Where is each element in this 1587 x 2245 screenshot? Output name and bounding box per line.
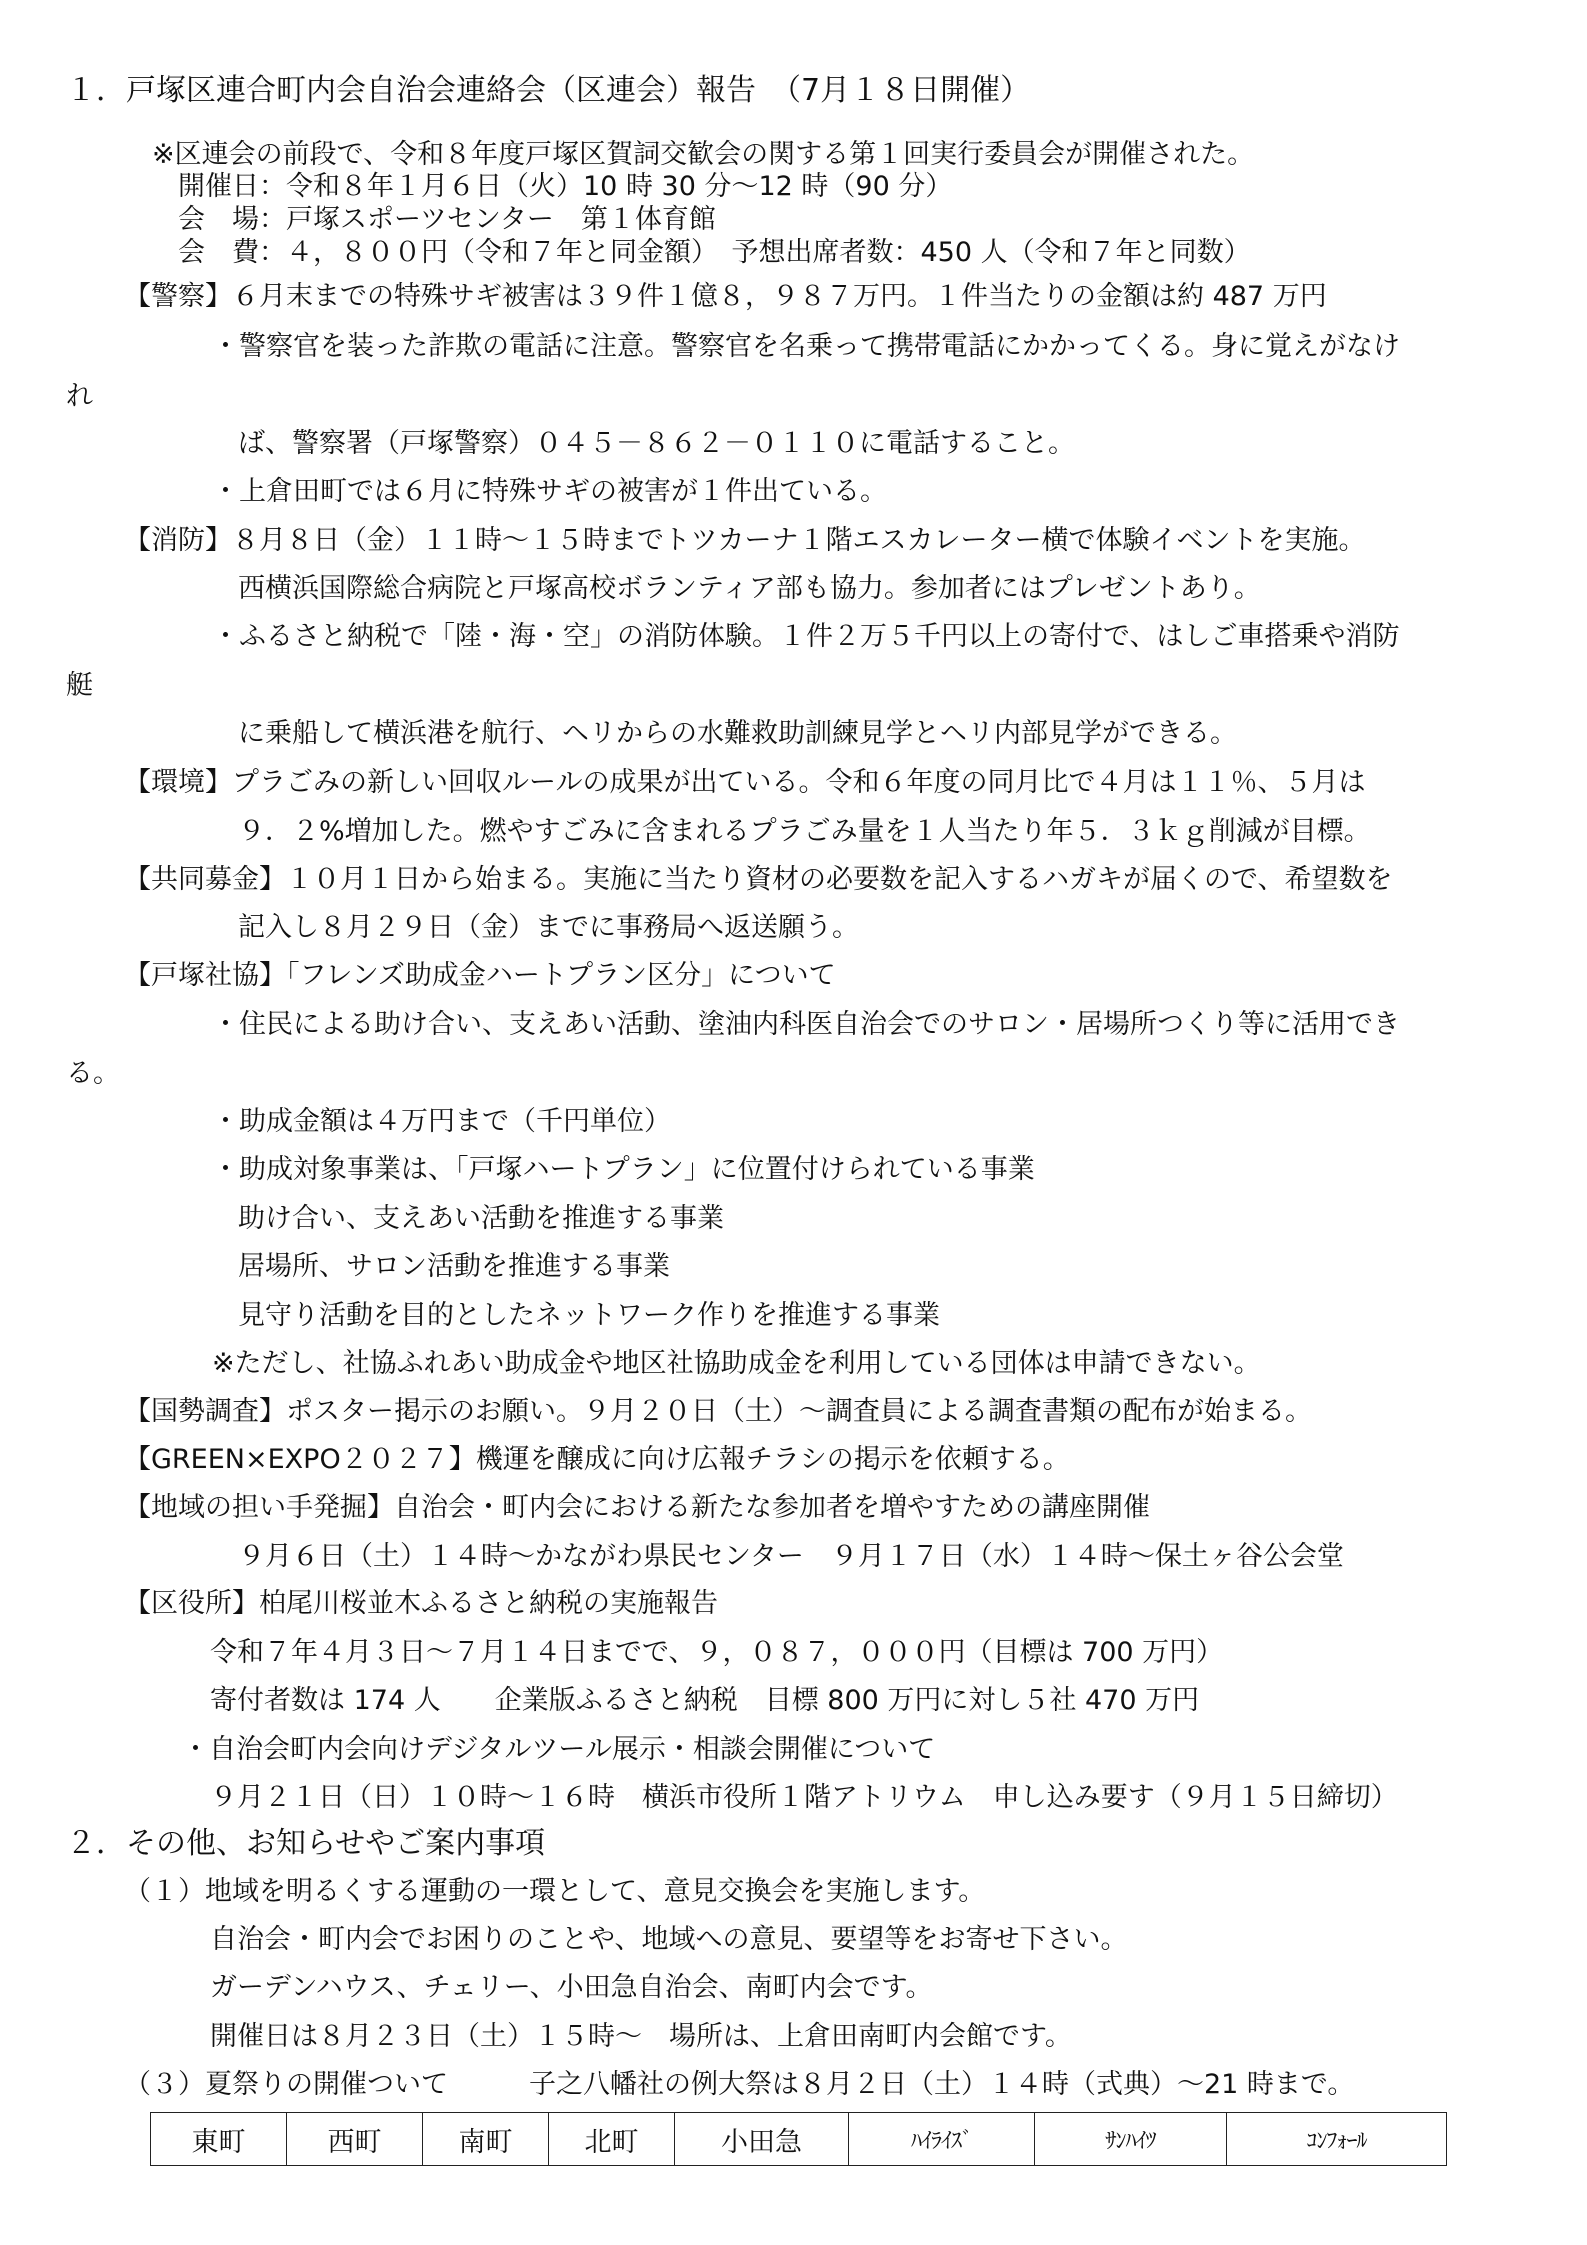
fire-line-cont: 西横浜国際総合病院と戸塚高校ボランティア部も協力。参加者にはプレゼントあり。 bbox=[238, 573, 1261, 604]
meeting-detail-1: 自治会・町内会でお困りのことや、地域への意見、要望等をお寄せ下さい。 bbox=[210, 1924, 1128, 1955]
fire-bullet: ・ふるさと納税で「陸・海・空」の消防体験。１件２万５千円以上の寄付で、はしご車搭乗や消防 bbox=[212, 621, 1400, 652]
fire-bullet-cont: に乗船して横浜港を航行、ヘリからの水難救助訓練見学とヘリ内部見学ができる。 bbox=[238, 718, 1237, 749]
section2-heading: ２．その他、お知らせやご案内事項 bbox=[66, 1826, 546, 1861]
fund-line: 【共同募金】１０月１日から始まる。実施に当たり資材の必要数を記入するハガキが届くので、希望数を bbox=[124, 864, 1393, 895]
leaders-line: 【地域の担い手発掘】自治会・町内会における新たな参加者を増やすための講座開催 bbox=[124, 1492, 1150, 1523]
area-cell: 東町 bbox=[151, 2113, 287, 2166]
expo-line: 【GREEN×EXPO２０２７】機運を醸成に向け広報チラシの掲示を依頼する。 bbox=[124, 1444, 1070, 1475]
section1-heading: １．戸塚区連合町内会自治会連絡会（区連会）報告 （7月１８日開催） bbox=[66, 73, 1031, 108]
welfare-note: ※ただし、社協ふれあい助成金や地区社協助成金を利用している団体は申請できない。 bbox=[212, 1348, 1261, 1379]
welfare-wrap: る。 bbox=[66, 1058, 120, 1089]
env-line-cont: ９．２%増加した。燃やすごみに含まれるプラごみ量を１人当たり年５．３ｋｇ削減が目標。 bbox=[238, 816, 1371, 847]
area-cell: 北町 bbox=[549, 2113, 675, 2166]
area-cell: ﾊｲﾗｲｽﾞ bbox=[849, 2113, 1035, 2166]
digital-detail: ９月２１日（日）１０時～１６時 横浜市役所１階アトリウム 申し込み要す（９月１５日締切） bbox=[210, 1782, 1398, 1813]
welfare-item-1: 助け合い、支えあい活動を推進する事業 bbox=[238, 1203, 724, 1234]
welfare-item-2: 居場所、サロン活動を推進する事業 bbox=[238, 1251, 670, 1282]
ward-office-detail-2: 寄付者数は 174 人 企業版ふるさと納税 目標 800 万円に対し５社 470 万円 bbox=[210, 1685, 1200, 1716]
area-table bbox=[150, 2112, 1447, 2166]
digital-bullet: ・自治会町内会向けデジタルツール展示・相談会開催について bbox=[182, 1734, 936, 1765]
fund-line-cont: 記入し８月２９日（金）までに事務局へ返送願う。 bbox=[238, 912, 859, 943]
fee-line: 会 費：４，８００円（令和７年と同金額） 予想出席者数：450 人（令和７年と同数） bbox=[178, 237, 1251, 268]
area-cell: ｻﾝﾊｲﾂ bbox=[1035, 2113, 1227, 2166]
leaders-line-cont: ９月６日（土）１４時～かながわ県民センター ９月１７日（水）１４時～保土ヶ谷公会堂 bbox=[238, 1541, 1344, 1572]
area-cell: 小田急 bbox=[675, 2113, 849, 2166]
ward-office-line: 【区役所】柏尾川桜並木ふるさと納税の実施報告 bbox=[124, 1588, 718, 1619]
venue-line: 会 場：戸塚スポーツセンター 第１体育館 bbox=[178, 204, 716, 235]
welfare-item-3: 見守り活動を目的としたネットワーク作りを推進する事業 bbox=[238, 1300, 940, 1331]
meeting-detail-3: 開催日は８月２３日（土）１５時～ 場所は、上倉田南町内会館です。 bbox=[210, 2021, 1072, 2052]
welfare-bullet-1: ・住民による助け合い、支えあい活動、塗油内科医自治会でのサロン・居場所つくり等に活用でき bbox=[212, 1009, 1400, 1040]
welfare-bullet-2: ・助成金額は４万円まで（千円単位） bbox=[212, 1106, 671, 1137]
area-cell: ｺﾝﾌｫｰﾙ bbox=[1227, 2113, 1447, 2166]
welfare-line: 【戸塚社協】「フレンズ助成金ハートプラン区分」について bbox=[124, 960, 836, 991]
police-bullet-1: ・警察官を装った詐欺の電話に注意。警察官を名乗って携帯電話にかかってくる。身に覚えがなけ bbox=[212, 331, 1400, 362]
meeting-line: （１）地域を明るくする運動の一環として、意見交換会を実施します。 bbox=[124, 1876, 986, 1907]
env-line: 【環境】プラごみの新しい回収ルールの成果が出ている。令和６年度の同月比で４月は１１％、５月は bbox=[124, 767, 1366, 798]
area-cell: 南町 bbox=[423, 2113, 549, 2166]
fire-line: 【消防】８月８日（金）１１時～１５時までトツカーナ１階エスカレーター横で体験イベントを実施。 bbox=[124, 525, 1366, 556]
fire-wrap: 艇 bbox=[66, 670, 93, 701]
police-line: 【警察】６月末までの特殊サギ被害は３９件１億８，９８７万円。１件当たりの金額は約 487 万円 bbox=[124, 281, 1327, 312]
festival-line: （３）夏祭りの開催ついて 子之八幡社の例大祭は８月２日（土）１４時（式典）～21 時まで。 bbox=[124, 2069, 1355, 2100]
date-line: 開催日：令和８年１月６日（火）10 時 30 分～12 時（90 分） bbox=[178, 171, 953, 202]
note-line: ※区連会の前段で、令和８年度戸塚区賀詞交歓会の関する第１回実行委員会が開催された。 bbox=[152, 139, 1255, 170]
ward-office-detail-1: 令和７年４月３日～７月１４日までで、９，０８７，０００円（目標は 700 万円） bbox=[210, 1637, 1224, 1668]
area-row bbox=[151, 2113, 1447, 2166]
police-bullet-2: ・上倉田町では６月に特殊サギの被害が１件出ている。 bbox=[212, 476, 887, 507]
meeting-detail-2: ガーデンハウス、チェリー、小田急自治会、南町内会です。 bbox=[210, 1972, 933, 2003]
police-bullet-1-cont: ば、警察署（戸塚警察）０４５－８６２－０１１０に電話すること。 bbox=[238, 428, 1075, 459]
police-wrap: れ bbox=[66, 381, 93, 412]
welfare-bullet-3: ・助成対象事業は、「戸塚ハートプラン」に位置付けられている事業 bbox=[212, 1154, 1035, 1185]
census-line: 【国勢調査】ポスター掲示のお願い。９月２０日（土）～調査員による調査書類の配布が始まる。 bbox=[124, 1396, 1312, 1427]
area-cell: 西町 bbox=[287, 2113, 423, 2166]
